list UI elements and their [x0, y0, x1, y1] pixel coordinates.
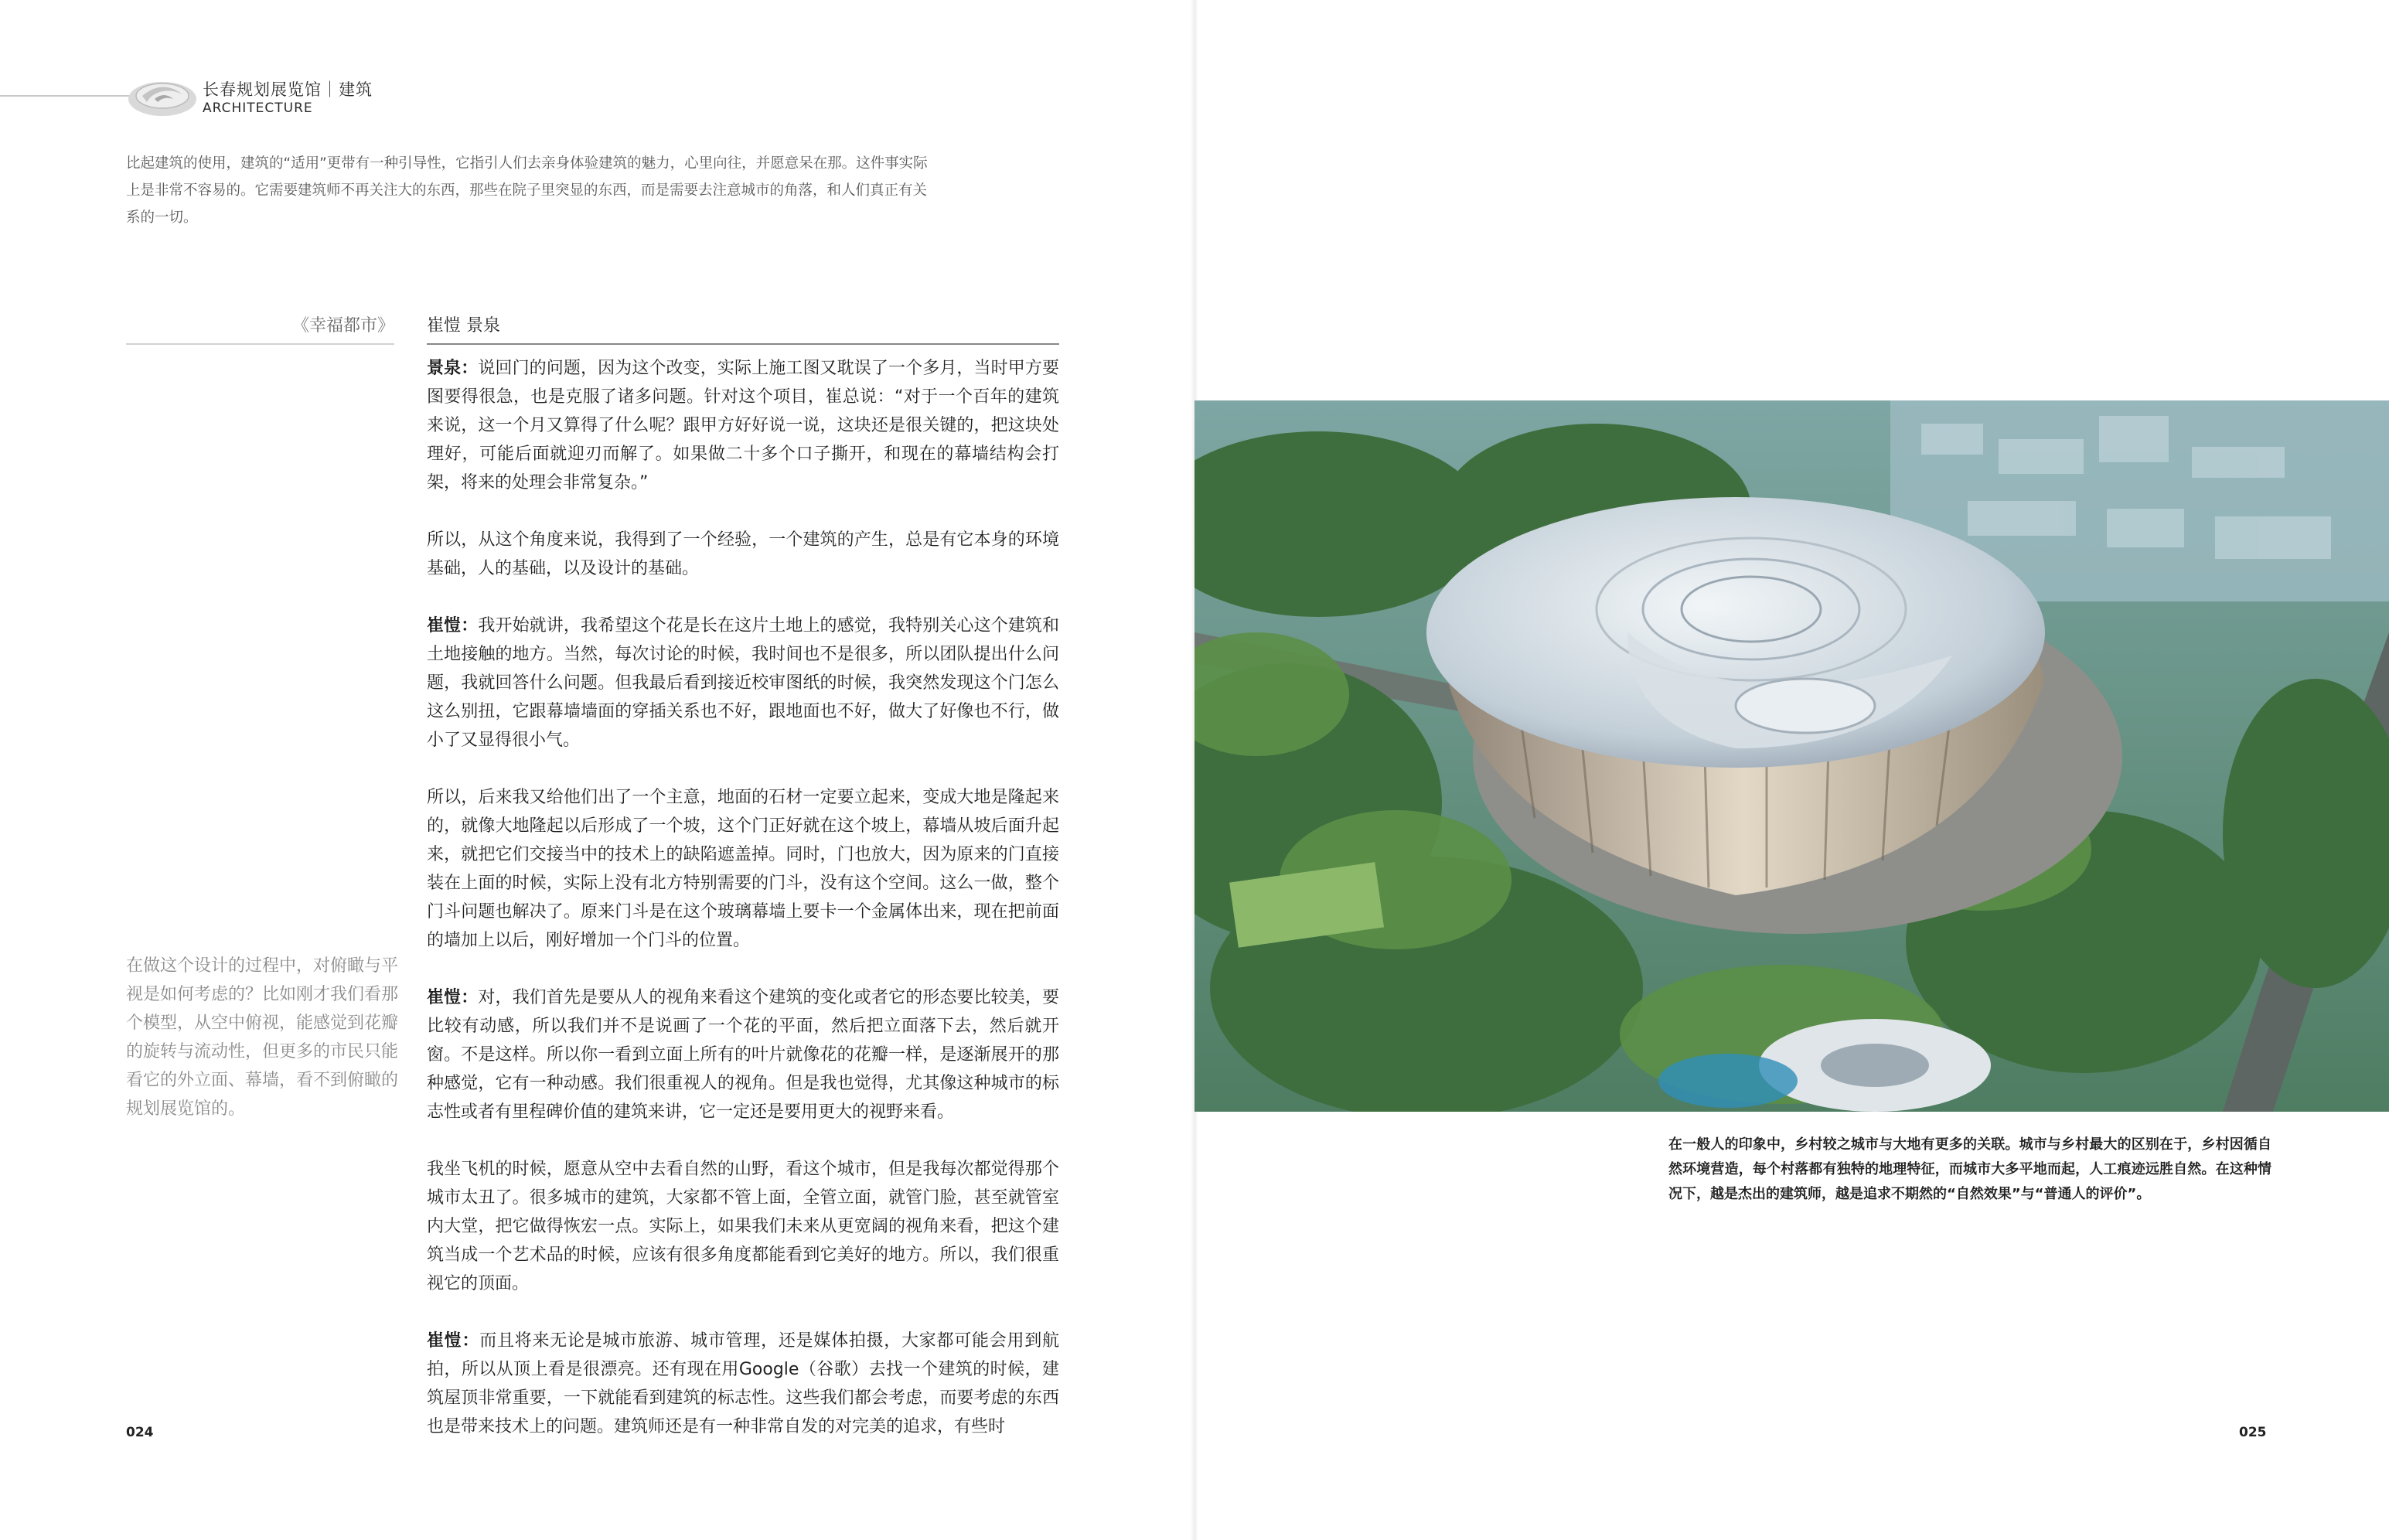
paragraph-text: 对，我们首先是要从人的视角来看这个建筑的变化或者它的形态要比较美，要比较有动感，所以我们并不是说画了一个花的平面，然后把立面落下去，然后就开窗。不是这样。所以你一看到立面上所有的叶片就像花的花瓣一样，是逐渐展开的那种感觉，它有一种动感。我们很重视人的视角。但是我也觉得，尤其像这种城市的标志性或者有里程碑价值的建筑来讲，它一定还是要用更大的视野来看。 [427, 988, 1059, 1122]
author-names: 崔愷 景泉 [427, 316, 500, 336]
paragraph-text: 我开始就讲，我希望这个花是长在这片土地上的感觉，我特别关心这个建筑和土地接触的地方。当然，每次讨论的时候，我时间也不是很多，所以团队提出什么问题，我就回答什么问题。但我最后看到接近校审图纸的时候，我突然发现这个门怎么这么别扭，它跟幕墙墙面的穿插关系也不好，跟地面也不好，做大了好像也不行，做小了又显得很小气。 [427, 616, 1059, 750]
section-subtitle: ARCHITECTURE [203, 101, 313, 116]
paragraph [427, 612, 1059, 755]
paragraph [427, 1155, 1059, 1298]
author-rule [427, 343, 1059, 345]
speaker-label: 景泉： [427, 359, 479, 378]
section-title: 长春规划展览馆｜建筑 [203, 80, 373, 99]
paragraph-text: 所以，从这个角度来说，我得到了一个经验，一个建筑的产生，总是有它本身的环境基础，人的基础，以及设计的基础。 [427, 530, 1059, 578]
header-rule [0, 95, 131, 97]
speaker-label: 崔愷： [427, 616, 479, 635]
intro-paragraph [126, 150, 930, 231]
speaker-label: 崔愷： [427, 988, 479, 1007]
source-rule [126, 343, 394, 345]
logo-shell-icon [124, 68, 201, 122]
paragraph-text: 所以，后来我又给他们出了一个主意，地面的石材一定要立起来，变成大地是隆起来的，就像大地隆起以后形成了一个坡，这个门正好就在这个坡上，幕墙从坡后面升起来，就把它们交接当中的技术上的缺陷遮盖掉。同时，门也放大，因为原来的门直接装在上面的时候，实际上没有北方特别需要的门斗，没有这个空间。这么一做，整个门斗问题也解决了。原来门斗是在这个玻璃幕墙上要卡一个金属体出来，现在把前面的墙加上以后，刚好增加一个门斗的位置。 [427, 788, 1059, 950]
paragraph-text: 说回门的问题，因为这个改变，实际上施工图又耽误了一个多月，当时甲方要图要得很急，也是克服了诸多问题。针对这个项目，崔总说：“对于一个百年的建筑来说，这一个月又算得了什么呢？跟甲方好好说一说，这块还是很关键的，把这块处理好，可能后面就迎刃而解了。如果做二十多个口子撕开，和现在的幕墙结构会打架，将来的处理会非常复杂。” [427, 359, 1059, 492]
speaker-label: 崔愷： [427, 1331, 480, 1351]
page-number-right: 025 [2239, 1425, 2267, 1440]
paragraph-text: 我坐飞机的时候，愿意从空中去看自然的山野，看这个城市，但是我每次都觉得那个城市太丑了。很多城市的建筑，大家都不管上面，全管立面，就管门脸，甚至就管室内大堂，把它做得恢宏一点。实际上，如果我们未来从更宽阔的视角来看，把这个建筑当成一个艺术品的时候，应该有很多角度都能看到它美好的地方。所以，我们很重视它的顶面。 [427, 1160, 1059, 1293]
source-title: 《幸福都市》 [291, 316, 394, 336]
paragraph-text: 而且将来无论是城市旅游、城市管理，还是媒体拍摄，大家都可能会用到航拍，所以从顶上看是很漂亮。还有现在用Google（谷歌）去找一个建筑的时候，建筑屋顶非常重要，一下就能看到建筑的标志性。这些我们都会考虑，而要考虑的东西也是带来技术上的问题。建筑师还是有一种非常自发的对完美的追求，有些时 [427, 1331, 1059, 1436]
paragraph [427, 354, 1059, 497]
interview-body [427, 354, 1059, 1441]
paragraph [427, 1327, 1059, 1441]
building-aerial-image [1194, 400, 2389, 1112]
intro-text: 比起建筑的使用，建筑的“适用”更带有一种引导性，它指引人们去亲身体验建筑的魅力，心里向往，并愿意呆在那。这件事实际上是非常不容易的。它需要建筑师不再关注大的东西，那些在院子里突显的东西，而是需要去注意城市的角落，和人们真正有关系的一切。 [126, 155, 928, 226]
side-question: 在做这个设计的过程中，对俯瞰与平视是如何考虑的？比如刚才我们看那个模型，从空中俯视，能感觉到花瓣的旋转与流动性，但更多的市民只能看它的外立面、幕墙，看不到俯瞰的规划展览馆的。 [126, 956, 399, 1119]
page-number-left: 024 [126, 1425, 154, 1440]
paragraph [427, 526, 1059, 583]
paragraph [427, 783, 1059, 955]
paragraph [427, 983, 1059, 1126]
photo-caption: 在一般人的印象中，乡村较之城市与大地有更多的关联。城市与乡村最大的区别在于，乡村因循自然环境营造，每个村落都有独特的地理特征，而城市大多平地而起，人工痕迹远胜自然。在这种情况下，越是杰出的建筑师，越是追求不期然的“自然效果”与“普通人的评价”。 [1668, 1136, 2271, 1202]
